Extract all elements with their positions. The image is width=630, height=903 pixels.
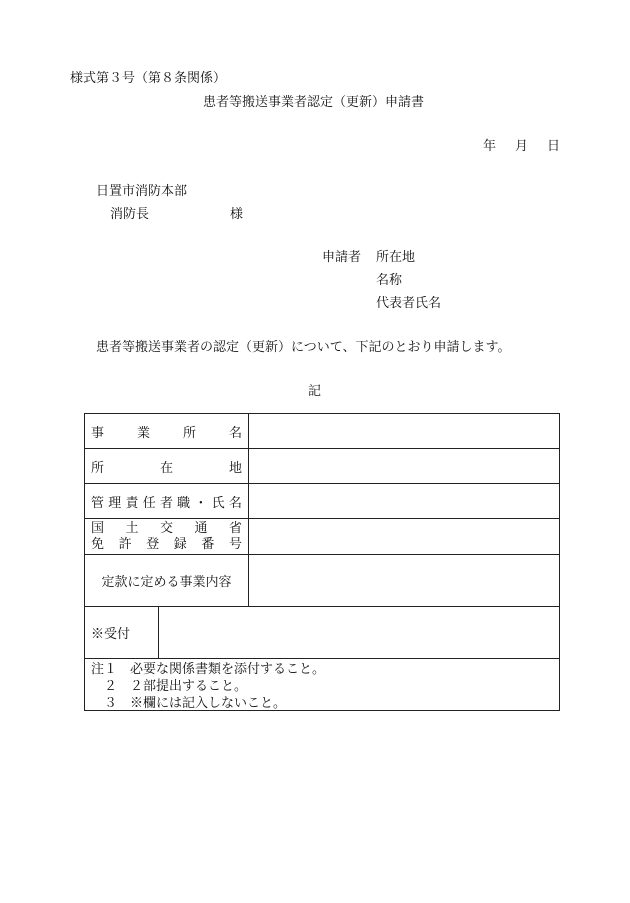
business-content-label [85, 555, 249, 606]
table-row-business-content [85, 555, 559, 607]
note-line-2: ２ ２部提出すること。 [91, 679, 248, 694]
manager-char: 者 [159, 495, 173, 511]
date-year-label: 年 [483, 139, 497, 154]
license-char: 通 [194, 520, 208, 536]
manager-field[interactable] [249, 484, 559, 518]
table-row-license [85, 519, 559, 555]
business-content-text: 定款に定める事業内容 [101, 575, 232, 590]
table-row-reception [85, 607, 559, 659]
license-char: 省 [228, 520, 242, 536]
license-field[interactable] [249, 519, 559, 554]
office-name-char: 事 [91, 425, 105, 441]
location-field[interactable] [249, 449, 559, 483]
manager-char: 管 [91, 495, 105, 511]
license-char: 録 [173, 536, 187, 552]
location-char: 在 [159, 460, 173, 476]
manager-char: 責 [125, 495, 139, 511]
date-line [483, 135, 560, 154]
manager-label [85, 484, 249, 518]
license-char: 登 [146, 536, 160, 552]
table-row-office-name [85, 414, 559, 449]
location-char: 地 [228, 460, 242, 476]
date-day-label: 日 [547, 139, 561, 154]
license-char: 号 [228, 536, 242, 552]
reception-text: ※受付 [91, 627, 131, 642]
reception-field [159, 607, 559, 658]
license-char: 免 [91, 536, 105, 552]
manager-char: 理 [108, 495, 122, 511]
license-char: 交 [159, 520, 173, 536]
request-statement: 患者等搬送事業者の認定（更新）について、下記のとおり申請します。 [96, 340, 511, 355]
application-table [84, 413, 560, 711]
office-name-char: 業 [136, 425, 150, 441]
office-name-char: 名 [228, 425, 242, 441]
license-label-line1 [91, 521, 242, 537]
license-char: 番 [201, 536, 215, 552]
table-row-manager [85, 484, 559, 519]
addressee-title: 消防長 [110, 207, 150, 222]
notes-section [85, 659, 559, 714]
office-name-char: 所 [182, 425, 196, 441]
addressee-organization: 日置市消防本部 [96, 184, 188, 199]
location-label [85, 449, 249, 483]
date-month-label: 月 [515, 139, 529, 154]
license-char: 許 [118, 536, 132, 552]
applicant-address-label: 所在地 [376, 250, 416, 265]
form-number: 様式第３号（第８条関係） [70, 71, 227, 86]
license-char: 土 [125, 520, 139, 536]
applicant-label: 申請者 [322, 250, 362, 265]
license-char: 国 [91, 520, 105, 536]
applicant-representative-label: 代表者氏名 [376, 296, 442, 311]
license-label [85, 519, 249, 554]
table-row-location [85, 449, 559, 484]
business-content-field[interactable] [249, 555, 559, 606]
reception-label [85, 607, 159, 658]
license-label-line2 [91, 537, 242, 553]
applicant-name-label: 名称 [376, 273, 403, 288]
location-char: 所 [91, 460, 105, 476]
addressee-honorific: 様 [230, 207, 244, 222]
note-line-1: 注１ 必要な関係書類を添付すること。 [91, 662, 326, 677]
note-line-3: ３ ※欄には記入しないこと。 [91, 696, 287, 711]
ki-heading: 記 [308, 384, 322, 399]
manager-char: 氏 [211, 495, 225, 511]
manager-char: 任 [142, 495, 156, 511]
manager-char: ・ [194, 495, 208, 511]
office-name-label [85, 414, 249, 448]
document-title: 患者等搬送事業者認定（更新）申請書 [203, 95, 425, 110]
manager-char: 名 [228, 495, 242, 511]
office-name-field[interactable] [249, 414, 559, 448]
manager-char: 職 [177, 495, 191, 511]
